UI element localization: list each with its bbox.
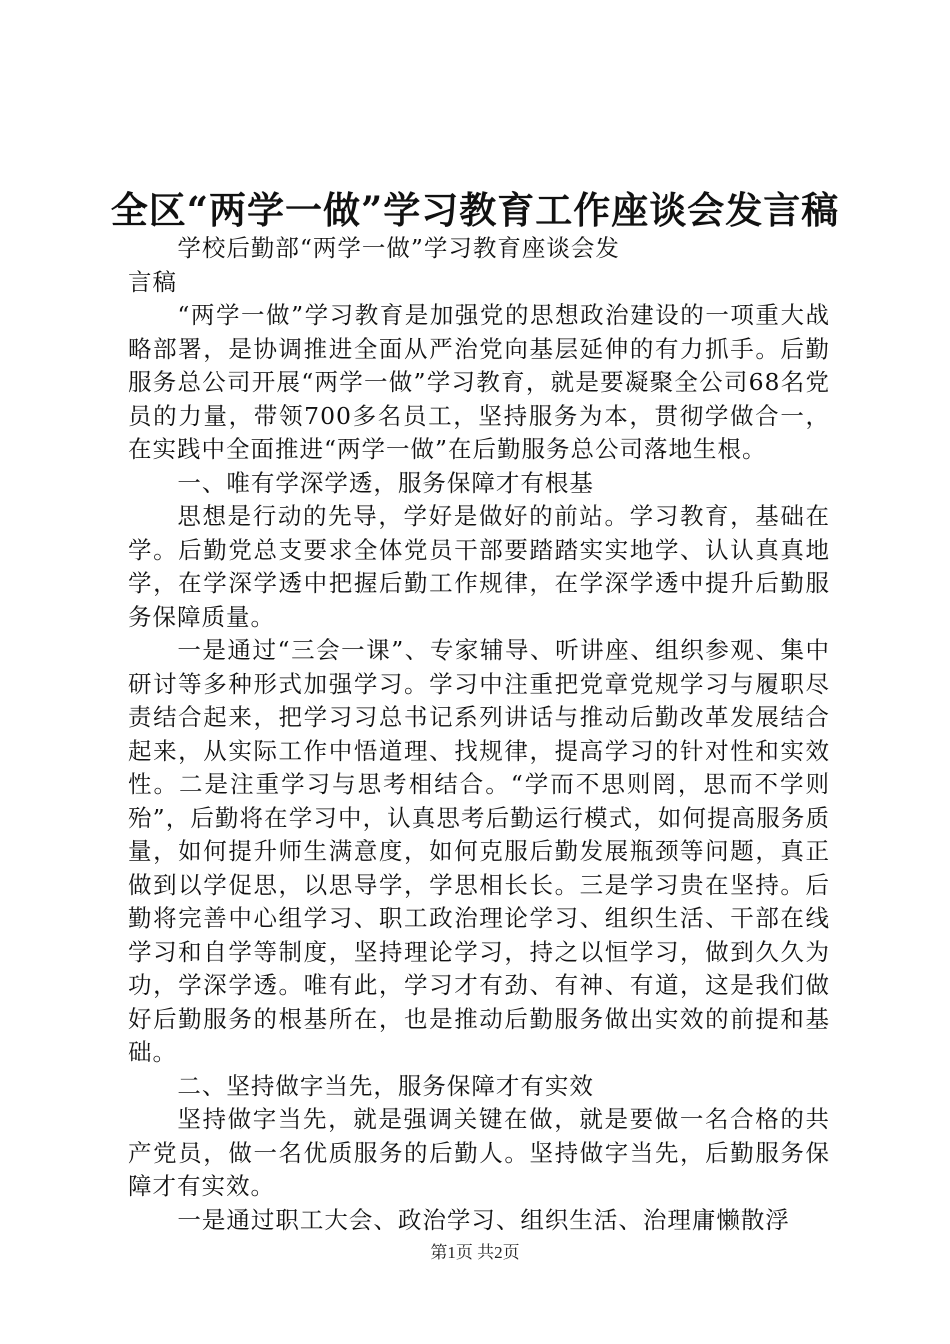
section-heading-2: 二、坚持做字当先，服务保障才有实效 [177, 1071, 594, 1100]
section-heading-1: 一、唯有学深学透，服务保障才有根基 [177, 468, 594, 497]
paragraph-section-1-intro: 思想是行动的先导，学好是做好的前站。学习教育，基础在学。后勤党总支要求全体党员干部要踏踏实实地学、认认真真地学，在学深学透中把握后勤工作规律，在学深学透中提升后勤服务保障质量。 [128, 502, 830, 631]
paragraph-section-2-intro: 坚持做字当先，就是强调关键在做，就是要做一名合格的共产党员，做一名优质服务的后勤人。坚持做字当先，后勤服务保障才有实效。 [128, 1105, 830, 1200]
document-subtitle: 学校后勤部“两学一做”学习教育座谈会发言稿 [128, 234, 620, 296]
paragraph-intro: “两学一做”学习教育是加强党的思想政治建设的一项重大战略部署，是协调推进全面从严治党向基层延伸的有力抓手。后勤服务总公司开展“两学一做”学习教育，就是要凝聚全公司68名党员的力量，带领700多名员工，坚持服务为本，贯彻学做合一，在实践中全面推进“两学一做”在后勤服务总公司落地生根。 [128, 301, 830, 463]
document-body [128, 232, 830, 1237]
paragraph-section-1-detail: 一是通过“三会一课”、专家辅导、听讲座、组织参观、集中研讨等多种形式加强学习。学习中注重把党章党规学习与履职尽责结合起来，把学习习总书记系列讲话与推动后勤改革发展结合起来，从实际工作中悟道理、找规律，提高学习的针对性和实效性。二是注重学习与思考相结合。“学而不思则罔，思而不学则殆”，后勤将在学习中，认真思考后勤运行模式，如何提高服务质量，如何提升师生满意度，如何克服后勤发展瓶颈等问题，真正做到以学促思，以思导学，学思相长长。三是学习贵在坚持。后勤将完善中心组学习、职工政治理论学习、组织生活、干部在线学习和自学等制度，坚持理论学习，持之以恒学习，做到久久为功，学深学透。唯有此，学习才有劲、有神、有道，这是我们做好后勤服务的根基所在，也是推动后勤服务做出实效的前提和基础。 [128, 636, 830, 1066]
page-footer: 第1页 共2页 [430, 1243, 520, 1262]
paragraph-section-2-detail: 一是通过职工大会、政治学习、组织生活、治理庸懒散浮 [177, 1205, 790, 1234]
document-title: 全区“两学一做”学习教育工作座谈会发言稿 [110, 188, 840, 232]
